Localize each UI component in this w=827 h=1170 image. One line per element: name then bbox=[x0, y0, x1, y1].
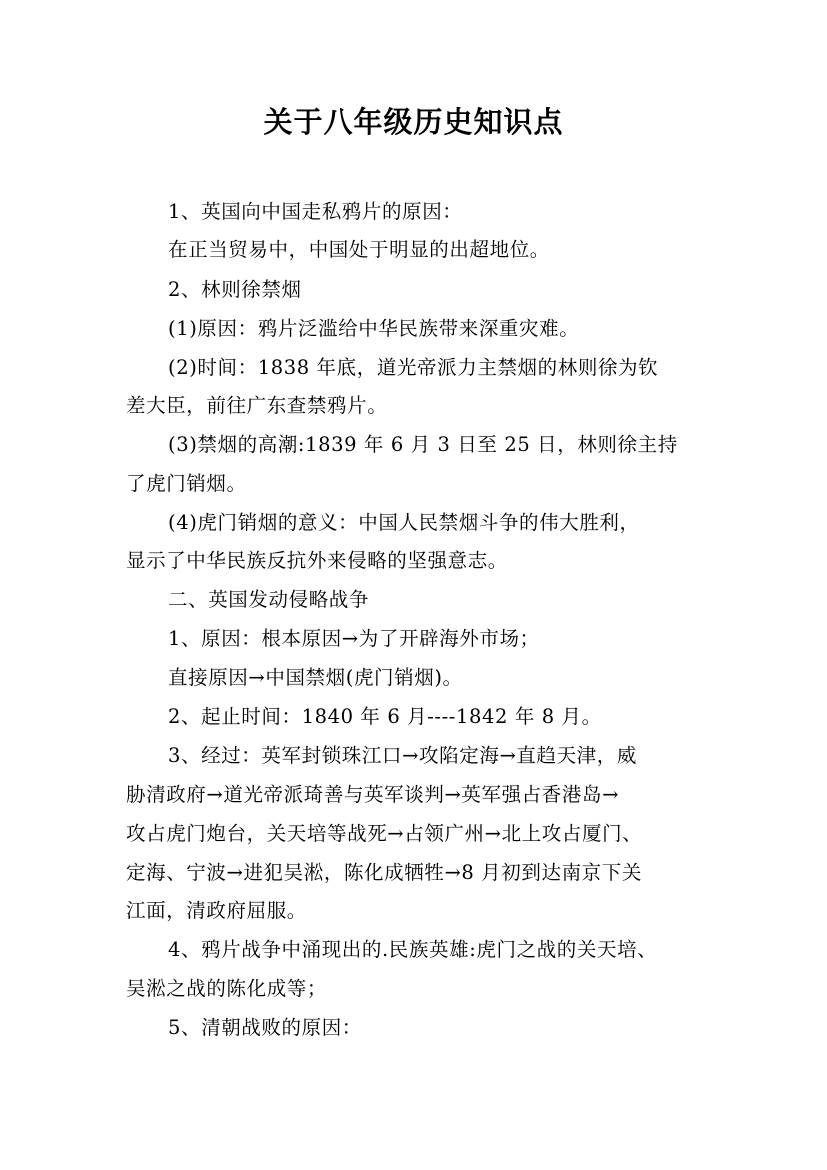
paragraph-line: 显示了中华民族反抗外来侵略的坚强意志。 bbox=[126, 549, 508, 572]
paragraph-line: 4、鸦片战争中涌现出的.民族英雄:虎门之战的关天培、 bbox=[168, 938, 658, 961]
paragraph-line: 1、原因：根本原因→为了开辟海外市场； bbox=[168, 627, 540, 650]
paragraph-line: 胁清政府→道光帝派琦善与英军谈判→英军强占香港岛→ bbox=[126, 783, 620, 806]
paragraph-line: 2、林则徐禁烟 bbox=[168, 278, 302, 301]
paragraph-line: 吴淞之战的陈化成等； bbox=[126, 977, 328, 1000]
paragraph-line: 直接原因→中国禁烟(虎门销烟)。 bbox=[168, 666, 463, 689]
paragraph-line: 差大臣，前往广东查禁鸦片。 bbox=[126, 394, 388, 417]
paragraph-line: 2、起止时间：1840 年 6 月----1842 年 8 月。 bbox=[168, 705, 602, 728]
paragraph-line: 了虎门销烟。 bbox=[126, 472, 247, 495]
paragraph-line: (4)虎门销烟的意义：中国人民禁烟斗争的伟大胜利， bbox=[168, 511, 640, 534]
paragraph-line: 江面，清政府屈服。 bbox=[126, 899, 307, 922]
paragraph-line: 在正当贸易中，中国处于明显的出超地位。 bbox=[168, 238, 550, 261]
paragraph-line: 二、英国发动侵略战争 bbox=[168, 588, 370, 611]
paragraph-line: (2)时间：1838 年底，道光帝派力主禁烟的林则徐为钦 bbox=[168, 356, 659, 379]
paragraph-line: (3)禁烟的高潮:1839 年 6 月 3 日至 25 日，林则徐主持 bbox=[168, 433, 678, 456]
paragraph-line: 攻占虎门炮台，关天培等战死→占领广州→北上攻占厦门、 bbox=[126, 822, 643, 845]
paragraph-line: 1、英国向中国走私鸦片的原因： bbox=[168, 200, 463, 223]
paragraph-line: 3、经过：英军封锁珠江口→攻陷定海→直趋天津，威 bbox=[168, 744, 637, 767]
document-title: 关于八年级历史知识点 bbox=[263, 105, 564, 139]
paragraph-line: 定海、宁波→进犯吴淞，陈化成牺牲→8 月初到达南京下关 bbox=[126, 861, 642, 884]
paragraph-line: 5、清朝战败的原因： bbox=[168, 1016, 362, 1039]
paragraph-line: (1)原因：鸦片泛滥给中华民族带来深重灾难。 bbox=[168, 317, 580, 340]
